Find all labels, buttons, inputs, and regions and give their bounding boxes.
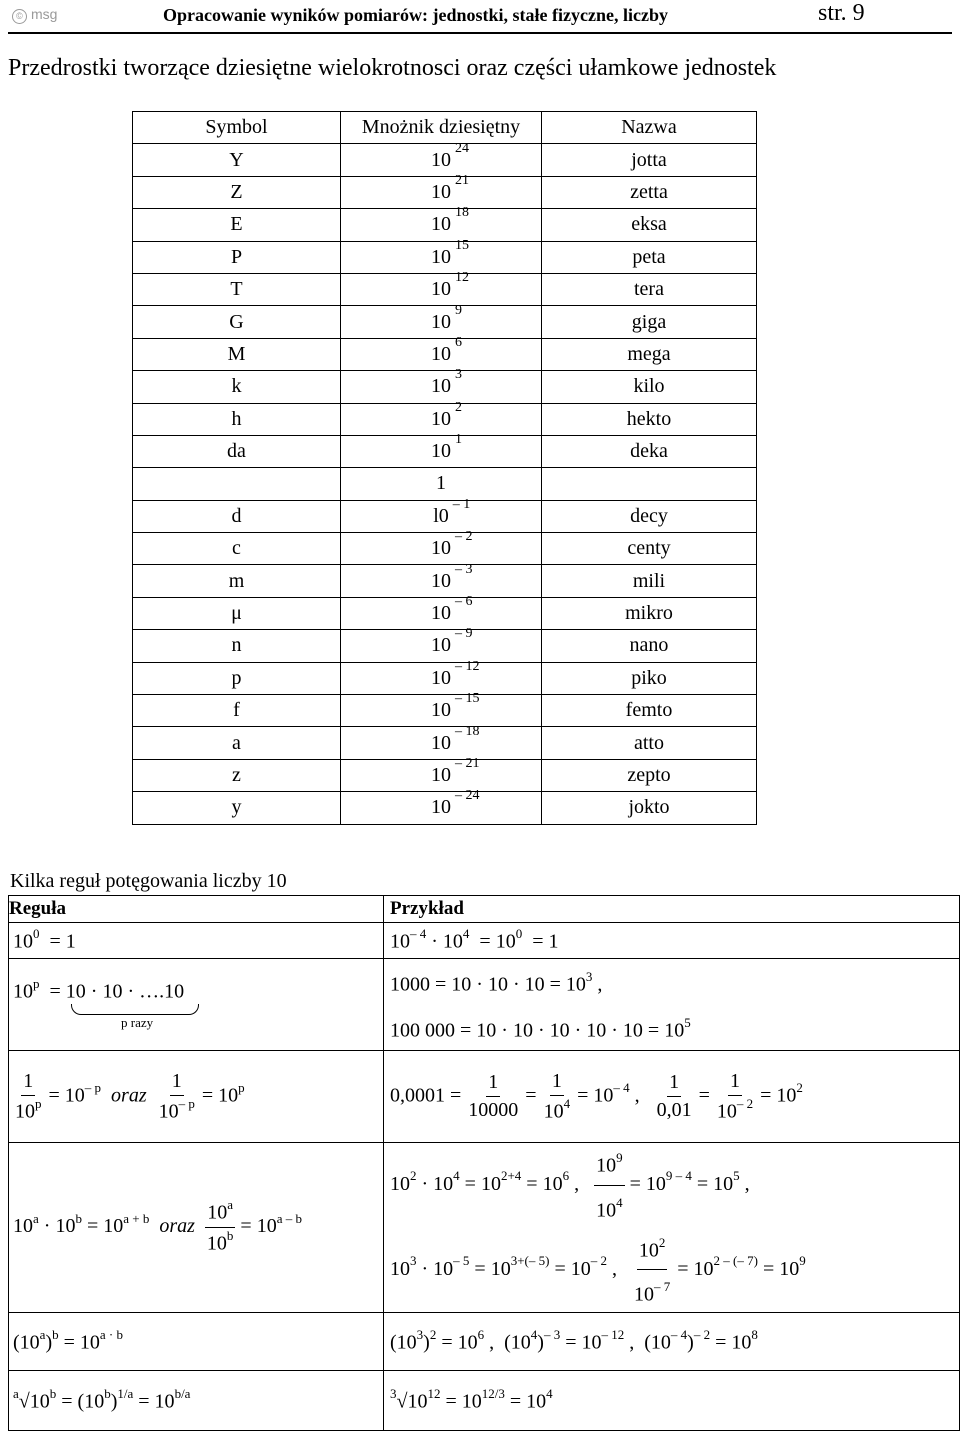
rules-heading: Kilka reguł potęgowania liczby 10 (10, 870, 287, 892)
rule-reciprocal: $\frac{1}{10^p}$ = $10^{- p}$ oraz $\frac{1}{10^{- p}}$ = $10^p$ (9, 1051, 384, 1143)
prefix-table (132, 111, 757, 825)
prefix-symbol: c (133, 533, 341, 565)
prefix-symbol: y (133, 792, 341, 824)
page-number: str. 9 (818, 0, 865, 26)
copyright-label: msg (31, 6, 58, 22)
prefix-multiplier (341, 529, 542, 565)
rule-row-power (9, 1312, 960, 1370)
rule-row-product (9, 959, 960, 1051)
prefix-name: mega (542, 338, 757, 370)
prefix-symbol: z (133, 759, 341, 791)
prefix-multiplier (341, 723, 542, 759)
prefix-multiplier (341, 237, 542, 273)
rule-power-of-power: $(10^a)^b = 10^{a \cdot b}$ (9, 1312, 384, 1370)
prefix-symbol: n (133, 630, 341, 662)
multiplier-exponent: 15 (455, 237, 469, 253)
prefix-row (133, 597, 757, 629)
prefix-name: zepto (542, 759, 757, 791)
prefix-symbol: h (133, 403, 341, 435)
prefix-symbol: Y (133, 144, 341, 176)
prefix-name: zetta (542, 176, 757, 208)
prefix-row (133, 533, 757, 565)
prefix-symbol: G (133, 306, 341, 338)
prefix-name: atto (542, 727, 757, 759)
multiplier-base: 10 (431, 440, 451, 463)
example-repeated-product: $1000 = 10 \cdot 10 \cdot 10 = 10^3$ , 100 $000 = 10 \cdot 10 \cdot 10 \cdot 10 \cdot 10 = 10^5$ (384, 959, 960, 1051)
rule-row-root (9, 1370, 960, 1430)
prefix-multiplier (341, 788, 542, 824)
multiplier-base: 10 (431, 213, 451, 236)
prefix-row (133, 759, 757, 791)
prefix-multiplier (341, 399, 542, 435)
multiplier-exponent: – 1 (452, 496, 471, 512)
prefix-multiplier (341, 594, 542, 629)
multiplier-base: 10 (431, 537, 451, 560)
multiplier-exponent: 9 (455, 302, 462, 318)
multiplier-value (431, 367, 462, 398)
prefix-row (133, 144, 757, 176)
prefix-multiplier (341, 756, 542, 791)
prefix-row (133, 306, 757, 338)
col-header-multiplier: Mnożnik dziesiętny (341, 112, 542, 144)
multiplier-exponent: – 15 (455, 691, 480, 707)
col-header-name: Nazwa (542, 112, 757, 144)
p-times-label: p razy (121, 1014, 154, 1030)
prefix-symbol: k (133, 371, 341, 403)
prefix-name: hekto (542, 403, 757, 435)
multiplier-exponent: 24 (455, 140, 469, 156)
multiplier-exponent: – 9 (455, 626, 473, 642)
multiplier-base: 10 (431, 602, 451, 625)
prefix-multiplier (341, 658, 542, 694)
prefix-multiplier (341, 367, 542, 403)
prefix-row (133, 792, 757, 824)
multiplier-base: 10 (431, 245, 451, 268)
multiplier-exponent: 1 (455, 432, 462, 448)
multiplier-value (431, 140, 469, 172)
header-rule (8, 32, 952, 34)
prefix-multiplier (341, 561, 542, 597)
prefix-row (133, 695, 757, 727)
col-header-example: Przykład (384, 896, 960, 923)
multiplier-base: 10 (431, 634, 451, 657)
prefix-multiplier (341, 496, 542, 532)
prefix-symbol: f (133, 695, 341, 727)
header-title: Opracowanie wyników pomiarów: jednostki, stałe fizyczne, liczby (163, 5, 668, 25)
multiplier-exponent: – 6 (455, 594, 473, 610)
multiplier-value (431, 723, 480, 755)
multiplier-exponent: 12 (455, 270, 469, 286)
prefix-name: femto (542, 695, 757, 727)
prefix-symbol: E (133, 209, 341, 241)
multiplier-exponent: – 24 (455, 788, 480, 804)
multiplier-value (436, 472, 446, 495)
multiplier-exponent: – 3 (455, 561, 473, 577)
example-reciprocal: 0,0001 = $\frac{1}{10000}$ = $\frac{1}{10^4}$ = $10^{- 4}$ , $\frac{1}{0,01}$ = $\frac{1}{10^{- 2}}$ = $10^2$ (384, 1051, 960, 1143)
prefix-row (133, 727, 757, 759)
prefix-row (133, 338, 757, 370)
multiplier-value (431, 205, 469, 236)
prefix-name: decy (542, 500, 757, 532)
col-header-rule: Reguła (9, 896, 384, 923)
multiplier-base: 10 (431, 796, 451, 819)
prefix-multiplier (341, 691, 542, 727)
prefix-symbol: a (133, 727, 341, 759)
rules-header-row (9, 896, 960, 923)
prefix-row (133, 468, 757, 500)
multiplier-exponent: 21 (455, 172, 469, 188)
prefix-multiplier (341, 140, 542, 176)
prefix-row (133, 403, 757, 435)
prefix-name: kilo (542, 371, 757, 403)
multiplier-base: 10 (431, 278, 451, 301)
prefix-name: nano (542, 630, 757, 662)
prefix-symbol: m (133, 565, 341, 597)
word-oraz: oraz (159, 1215, 195, 1238)
prefix-multiplier (341, 302, 542, 338)
prefix-multiplier (341, 432, 542, 467)
multiplier-base: 10 (431, 731, 451, 754)
multiplier-value (431, 691, 480, 722)
prefix-row (133, 241, 757, 273)
multiplier-value (431, 658, 480, 690)
multiplier-base: 10 (431, 764, 451, 786)
prefix-symbol: T (133, 273, 341, 305)
prefix-symbol: M (133, 338, 341, 370)
multiplier-exponent: – 2 (455, 529, 473, 545)
multiplier-value (431, 756, 480, 787)
rules-table (8, 895, 960, 1431)
multiplier-exponent: – 18 (455, 723, 480, 739)
multiplier-base: 10 (431, 180, 451, 203)
copyright-icon: © (12, 9, 27, 24)
multiplier-base: 10 (431, 148, 451, 171)
multiplier-base: 10 (431, 407, 451, 430)
multiplier-value (431, 302, 462, 334)
prefix-multiplier (341, 334, 542, 370)
prefix-table-header (133, 112, 757, 144)
prefix-row (133, 500, 757, 532)
multiplier-value (431, 626, 473, 657)
prefix-multiplier (341, 205, 542, 241)
multiplier-value (431, 334, 462, 366)
multiplier-value (431, 270, 469, 301)
rule-root: $^a√10^b = (10^b)^{1/a} = 10^{b/a}$ (9, 1370, 384, 1430)
prefix-row (133, 630, 757, 662)
multiplier-base: 10 (431, 342, 451, 365)
prefix-row (133, 209, 757, 241)
prefix-name: centy (542, 533, 757, 565)
multiplier-exponent: 2 (455, 399, 462, 415)
prefix-row (133, 176, 757, 208)
multiplier-base: 10 (431, 375, 451, 398)
multiplier-exponent: – 12 (455, 658, 480, 674)
prefix-symbol: μ (133, 597, 341, 629)
prefix-name: mili (542, 565, 757, 597)
multiplier-exponent: 3 (455, 367, 462, 383)
prefix-name: jotta (542, 144, 757, 176)
multiplier-exponent: 18 (455, 205, 469, 221)
prefix-symbol: P (133, 241, 341, 273)
prefix-row (133, 565, 757, 597)
prefix-multiplier (341, 270, 542, 305)
prefix-name (542, 468, 757, 500)
multiplier-value (431, 561, 473, 593)
multiplier-base: 1 (436, 472, 446, 495)
multiplier-value (431, 237, 469, 269)
col-header-symbol: Symbol (133, 112, 341, 144)
rule-row-reciprocal (9, 1051, 960, 1143)
prefix-row (133, 435, 757, 467)
multiplier-value (433, 496, 471, 528)
prefix-name: tera (542, 273, 757, 305)
prefix-name: giga (542, 306, 757, 338)
prefix-symbol: d (133, 500, 341, 532)
rule-row-mult-div (9, 1143, 960, 1313)
prefix-name: peta (542, 241, 757, 273)
multiplier-value (431, 172, 469, 204)
rule-repeated-product: 10$^p$ = 10 · 10 · ….10 p razy (9, 959, 384, 1051)
example-root: $^3√10^{12} = 10^{12/3} = 10^4$ (384, 1370, 960, 1430)
rule-zero-exponent: $10^0 = 1$ (9, 923, 384, 959)
multiplier-value (431, 529, 473, 560)
prefix-name: eksa (542, 209, 757, 241)
multiplier-base: 10 (431, 310, 451, 333)
example-power-of-power: $(10^3)^2 = 10^6$ , $(10^4)^{- 3} = 10^{- 12}$ , $(10^{- 4})^{- 2} = 10^8$ (384, 1312, 960, 1370)
prefix-name: deka (542, 435, 757, 467)
multiplier-exponent: – 21 (455, 756, 480, 771)
underbrace (71, 1004, 199, 1015)
multiplier-exponent: 6 (455, 334, 462, 350)
prefix-symbol: p (133, 662, 341, 694)
copyright-mark (12, 6, 57, 24)
prefix-name: piko (542, 662, 757, 694)
multiplier-value (431, 594, 473, 625)
prefix-name: mikro (542, 597, 757, 629)
multiplier-base: 10 (431, 569, 451, 592)
prefix-multiplier (341, 626, 542, 662)
prefix-row (133, 273, 757, 305)
multiplier-value (431, 399, 462, 431)
prefix-symbol (133, 468, 341, 500)
example-zero-exponent: $10^{- 4} \cdot 10^4 = 10^0 = 1$ (384, 923, 960, 959)
multiplier-base: 10 (431, 666, 451, 689)
prefix-symbol: da (133, 435, 341, 467)
multiplier-value (431, 788, 480, 819)
multiplier-value (431, 432, 462, 463)
page-header (0, 0, 960, 28)
prefix-symbol: Z (133, 176, 341, 208)
prefix-multiplier (341, 172, 542, 208)
rule-multiply-divide: $10^a \cdot 10^b = 10^{a + b}$ oraz $\frac{10^a}{10^b}$ = $10^{a - b}$ (9, 1143, 384, 1313)
section-heading: Przedrostki tworzące dziesiętne wielokrotnosci oraz części ułamkowe jednostek (8, 55, 777, 81)
multiplier-base: 10 (431, 699, 451, 722)
prefix-row (133, 371, 757, 403)
prefix-name: jokto (542, 792, 757, 824)
multiplier-base: l0 (433, 504, 449, 527)
word-oraz: oraz (111, 1084, 147, 1107)
prefix-multiplier (341, 468, 542, 500)
rule-row-zero (9, 923, 960, 959)
example-multiply-divide: $10^2 \cdot 10^4 = 10^{2+4} = 10^6$ , $\frac{10^9}{10^4}$ = $10^{9 - 4} = 10^5$ , $10^3 \cdot 10^{- 5} = 10^{3+(- 5)} = 10^{- 2}$ , $\frac{10^2}{10^{- 7}}$ = $10^{2 - (- 7)} = 10^9$ (384, 1143, 960, 1313)
prefix-row (133, 662, 757, 694)
